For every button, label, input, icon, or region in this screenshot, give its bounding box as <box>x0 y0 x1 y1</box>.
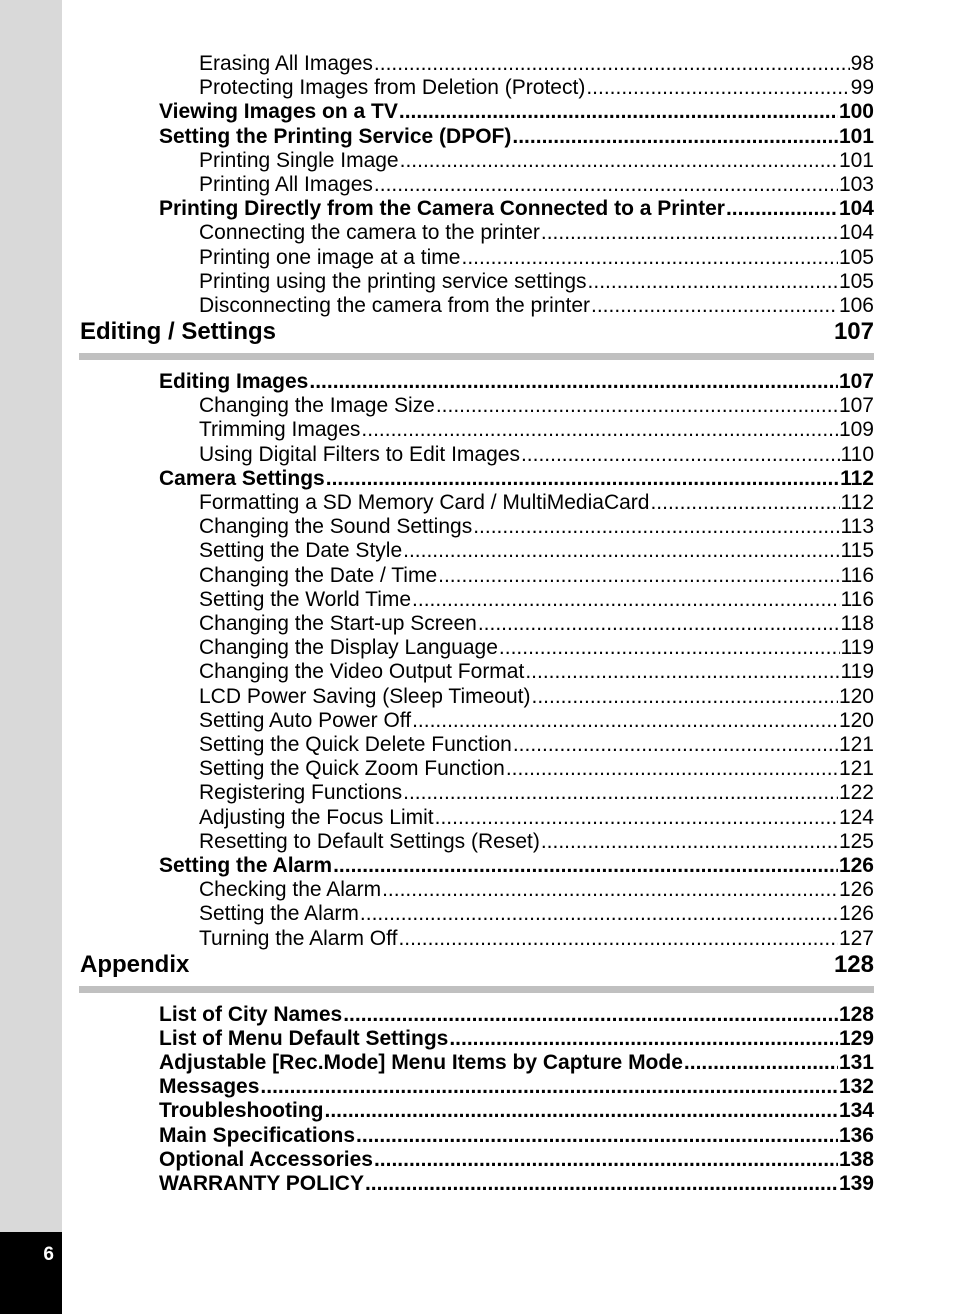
toc-entry-sub[interactable] <box>199 878 874 902</box>
dot-leader <box>412 709 838 733</box>
entry-title: Printing All Images <box>199 173 373 196</box>
section-page: 107 <box>833 318 874 345</box>
entry-page: 99 <box>850 76 874 100</box>
entry-page: 134 <box>838 1099 874 1123</box>
toc-entry-main[interactable] <box>159 100 874 124</box>
entry-title: Formatting a SD Memory Card / MultiMediaCard <box>199 491 650 514</box>
entry-title: Setting Auto Power Off <box>199 708 412 732</box>
entry-page: 103 <box>838 173 874 196</box>
toc-entry-main[interactable] <box>159 1027 874 1051</box>
entry-page: 109 <box>838 418 874 442</box>
entry-title: Changing the Start-up Screen <box>199 612 477 635</box>
dot-leader <box>365 1172 838 1196</box>
entry-title: Adjusting the Focus Limit <box>199 805 434 829</box>
entry-page: 119 <box>840 660 874 684</box>
entry-title: LCD Power Saving (Sleep Timeout) <box>199 684 531 708</box>
section-rule <box>79 986 874 993</box>
toc-entry-sub[interactable] <box>199 830 874 854</box>
dot-leader <box>309 370 838 394</box>
entry-page: 100 <box>838 100 874 124</box>
section-title: Appendix <box>80 950 190 978</box>
toc-entry-sub[interactable] <box>199 806 874 830</box>
dot-leader <box>343 1003 838 1027</box>
entry-title: Setting the Printing Service (DPOF) <box>159 124 512 148</box>
entry-page: 128 <box>838 1002 874 1026</box>
section-rule <box>79 353 874 360</box>
page-number: 6 <box>43 1244 54 1265</box>
dot-leader <box>361 418 838 442</box>
dot-leader <box>588 270 838 294</box>
dot-leader <box>356 1124 838 1148</box>
dot-leader <box>333 854 838 878</box>
entry-title: Printing one image at a time <box>199 245 461 269</box>
entry-page: 115 <box>840 539 874 563</box>
dot-leader <box>399 100 838 124</box>
dot-leader <box>449 1027 838 1051</box>
toc-entry-main[interactable] <box>159 197 874 221</box>
dot-leader <box>473 515 839 539</box>
entry-page: 98 <box>850 52 874 75</box>
entry-title: Changing the Video Output Format <box>199 660 525 684</box>
entry-page: 104 <box>838 221 874 245</box>
entry-title: Erasing All Images <box>199 52 373 75</box>
toc-entry-sub[interactable] <box>199 394 874 418</box>
entry-title: Setting the Quick Zoom Function <box>199 757 505 781</box>
entry-title: Printing Directly from the Camera Connected to a Printer <box>159 197 725 221</box>
entry-page: 126 <box>838 902 874 926</box>
dot-leader <box>461 246 837 270</box>
entry-page: 131 <box>838 1051 874 1074</box>
entry-title: Setting the World Time <box>199 587 412 611</box>
toc-entry-sub[interactable] <box>199 173 874 197</box>
toc-entry-sub[interactable] <box>199 685 874 709</box>
entry-page: 116 <box>840 587 874 611</box>
entry-page: 129 <box>838 1026 874 1050</box>
dot-leader <box>541 830 838 854</box>
entry-title: Turning the Alarm Off <box>199 926 398 950</box>
entry-page: 107 <box>838 370 874 393</box>
toc-entry-sub[interactable] <box>199 539 874 563</box>
entry-title: Registering Functions <box>199 781 403 805</box>
entry-page: 120 <box>838 684 874 708</box>
toc-entry-sub[interactable] <box>199 515 874 539</box>
toc-entry-sub[interactable] <box>199 588 874 612</box>
dot-leader <box>403 781 838 805</box>
entry-page: 112 <box>840 466 874 490</box>
toc-entry-sub[interactable] <box>199 491 874 515</box>
entry-page: 104 <box>838 197 874 221</box>
dot-leader <box>436 394 838 418</box>
entry-page: 136 <box>838 1123 874 1147</box>
entry-title: Changing the Date / Time <box>199 563 438 587</box>
toc-entry-main[interactable] <box>159 1099 874 1123</box>
entry-title: Messages <box>159 1075 260 1099</box>
dot-leader <box>499 636 840 660</box>
entry-page: 101 <box>838 148 874 172</box>
entry-title: Printing Single Image <box>199 148 399 172</box>
entry-page: 107 <box>838 394 874 418</box>
toc-entry-sub[interactable] <box>199 564 874 588</box>
entry-page: 112 <box>840 491 874 514</box>
toc-entry-sub[interactable] <box>199 443 874 467</box>
entry-title: Setting the Alarm <box>159 854 333 877</box>
toc-entry-sub[interactable] <box>199 52 874 76</box>
entry-page: 116 <box>840 563 874 587</box>
toc-entry-main[interactable] <box>159 1003 874 1027</box>
entry-page: 101 <box>838 124 874 148</box>
entry-page: 113 <box>840 515 874 539</box>
dot-leader <box>374 1148 838 1172</box>
entry-page: 132 <box>838 1075 874 1099</box>
toc-entry-main[interactable] <box>159 1124 874 1148</box>
dot-leader <box>521 443 840 467</box>
entry-title: Changing the Display Language <box>199 636 498 660</box>
entry-page: 127 <box>838 926 874 950</box>
dot-leader <box>541 221 838 245</box>
section-page: 128 <box>833 950 874 978</box>
toc-entry-main[interactable] <box>159 125 874 149</box>
entry-page: 126 <box>838 878 874 902</box>
entry-page: 105 <box>838 245 874 269</box>
dot-leader <box>478 612 840 636</box>
toc-entry-sub[interactable] <box>199 294 874 318</box>
entry-page: 110 <box>840 442 874 466</box>
toc-entry-sub[interactable] <box>199 418 874 442</box>
entry-page: 105 <box>838 269 874 293</box>
section-title: Editing / Settings <box>80 318 276 345</box>
entry-title: Resetting to Default Settings (Reset) <box>199 829 540 853</box>
entry-page: 126 <box>838 854 874 877</box>
dot-leader <box>525 660 839 684</box>
entry-title: Setting the Date Style <box>199 539 403 563</box>
dot-leader <box>684 1051 838 1075</box>
entry-title: Using Digital Filters to Edit Images <box>199 442 520 466</box>
dot-leader <box>360 902 838 926</box>
toc-entry-main[interactable] <box>159 467 874 491</box>
entry-title: Camera Settings <box>159 466 325 490</box>
entry-title: Checking the Alarm <box>199 878 382 902</box>
toc-entry-sub[interactable] <box>199 636 874 660</box>
dot-leader <box>438 564 839 588</box>
section-heading[interactable] <box>80 951 874 981</box>
entry-page: 138 <box>838 1147 874 1171</box>
toc-entry-sub[interactable] <box>199 149 874 173</box>
entry-title: List of Menu Default Settings <box>159 1026 449 1050</box>
entry-title: Editing Images <box>159 370 309 393</box>
toc-entry-sub[interactable] <box>199 76 874 100</box>
toc-entry-main[interactable] <box>159 1172 874 1196</box>
dot-leader <box>506 757 838 781</box>
entry-title: Printing using the printing service settings <box>199 269 587 293</box>
dot-leader <box>513 733 838 757</box>
entry-title: Changing the Sound Settings <box>199 515 473 539</box>
dot-leader <box>400 149 838 173</box>
entry-page: 139 <box>838 1172 874 1195</box>
entry-title: List of City Names <box>159 1002 343 1026</box>
left-margin-band <box>0 0 62 1314</box>
dot-leader <box>382 878 838 902</box>
section-heading[interactable] <box>80 318 874 348</box>
entry-title: Troubleshooting <box>159 1099 324 1123</box>
entry-title: Trimming Images <box>199 418 361 442</box>
toc-entry-main[interactable] <box>159 854 874 878</box>
entry-page: 119 <box>840 636 874 660</box>
entry-title: Changing the Image Size <box>199 394 435 418</box>
entry-page: 106 <box>838 294 874 317</box>
dot-leader <box>435 806 838 830</box>
dot-leader <box>591 294 838 318</box>
dot-leader <box>726 197 838 221</box>
entry-title: Adjustable [Rec.Mode] Menu Items by Capture Mode <box>159 1051 683 1074</box>
entry-page: 118 <box>840 612 874 635</box>
toc-entry-sub[interactable] <box>199 246 874 270</box>
entry-title: WARRANTY POLICY <box>159 1172 364 1195</box>
toc-entry-sub[interactable] <box>199 270 874 294</box>
toc-entry-sub[interactable] <box>199 927 874 951</box>
entry-title: Optional Accessories <box>159 1147 373 1171</box>
entry-title: Connecting the camera to the printer <box>199 221 540 245</box>
entry-title: Setting the Quick Delete Function <box>199 733 512 756</box>
entry-page: 121 <box>838 733 874 756</box>
toc-entry-main[interactable] <box>159 1148 874 1172</box>
dot-leader <box>374 173 838 197</box>
toc-entry-sub[interactable] <box>199 902 874 926</box>
dot-leader <box>260 1075 838 1099</box>
toc-entry-main[interactable] <box>159 370 874 394</box>
entry-page: 120 <box>838 708 874 732</box>
toc-entry-sub[interactable] <box>199 709 874 733</box>
dot-leader <box>398 927 838 951</box>
toc-entry-main[interactable] <box>159 1075 874 1099</box>
dot-leader <box>586 76 849 100</box>
toc-entry-sub[interactable] <box>199 733 874 757</box>
dot-leader <box>374 52 850 76</box>
entry-page: 124 <box>838 805 874 829</box>
toc-entry-sub[interactable] <box>199 660 874 684</box>
dot-leader <box>512 125 838 149</box>
entry-title: Viewing Images on a TV <box>159 100 398 124</box>
dot-leader <box>531 685 837 709</box>
toc-entry-sub[interactable] <box>199 612 874 636</box>
entry-title: Disconnecting the camera from the printer <box>199 294 591 317</box>
entry-page: 121 <box>838 757 874 781</box>
entry-page: 125 <box>838 829 874 853</box>
dot-leader <box>412 588 839 612</box>
dot-leader <box>403 539 839 563</box>
dot-leader <box>326 467 839 491</box>
dot-leader <box>650 491 839 515</box>
toc-entry-sub[interactable] <box>199 757 874 781</box>
entry-title: Main Specifications <box>159 1123 356 1147</box>
entry-title: Setting the Alarm <box>199 902 359 926</box>
entry-page: 122 <box>838 781 874 805</box>
toc-entry-main[interactable] <box>159 1051 874 1075</box>
toc-entry-sub[interactable] <box>199 781 874 805</box>
entry-title: Protecting Images from Deletion (Protect) <box>199 76 586 100</box>
toc-entry-sub[interactable] <box>199 221 874 245</box>
dot-leader <box>324 1099 837 1123</box>
